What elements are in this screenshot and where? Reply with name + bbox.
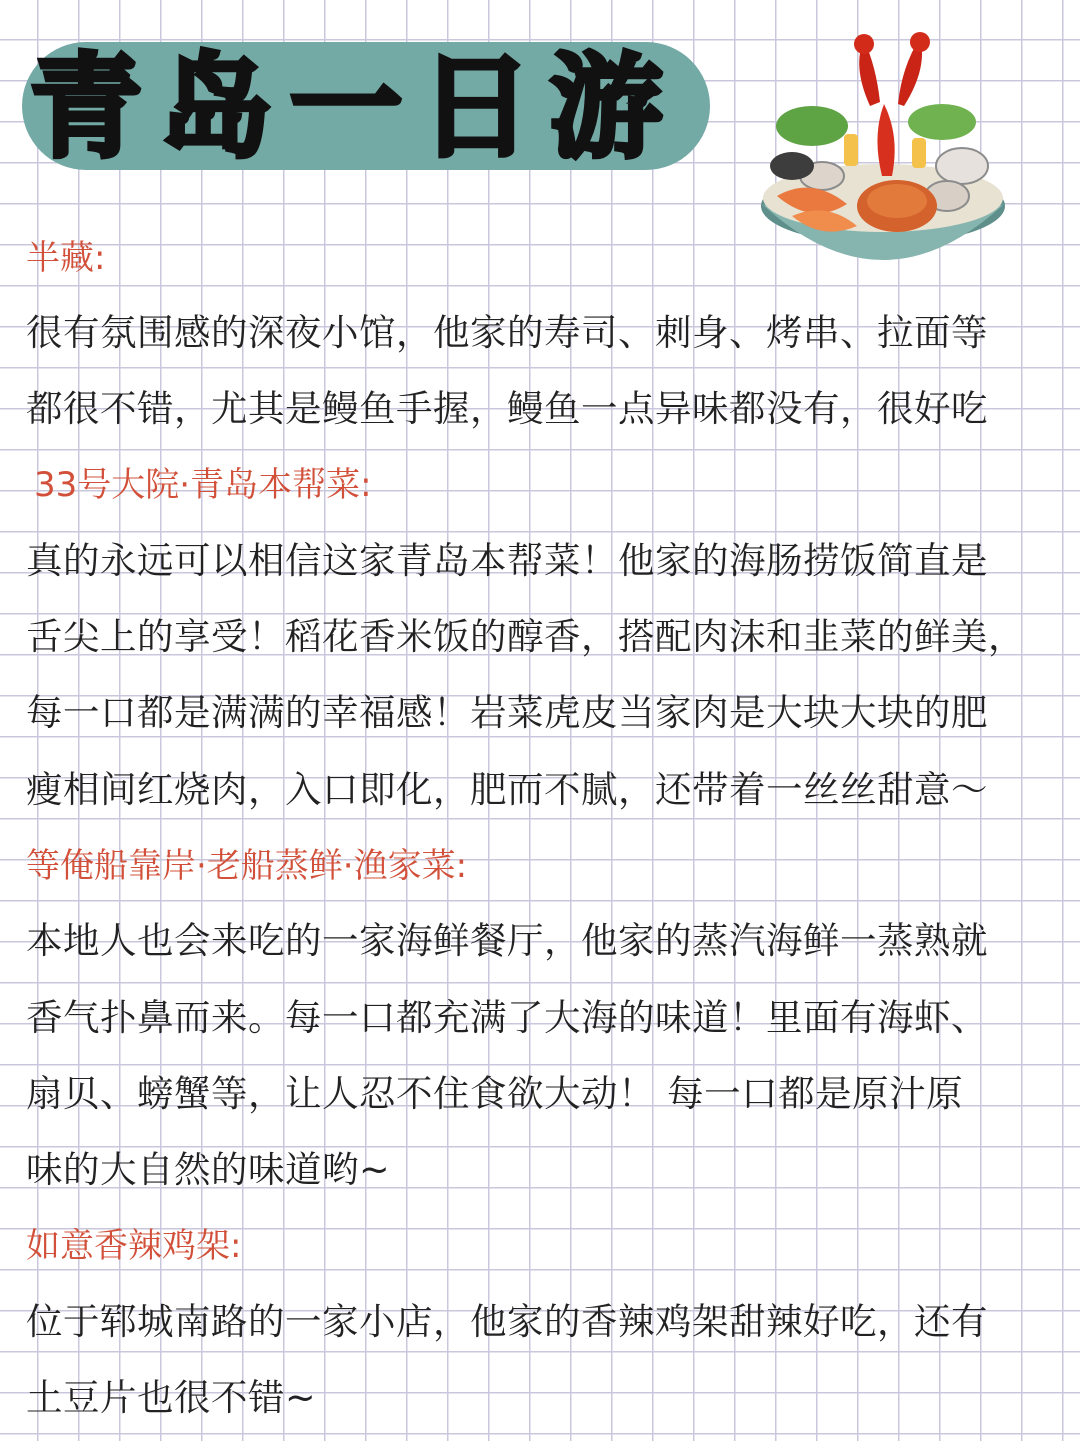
section-heading-deng-an-chuan: 等俺船靠岸·老船蒸鲜·渔家菜:: [26, 846, 468, 886]
section-text-line: 真的永远可以相信这家青岛本帮菜！他家的海肠捞饭简直是: [26, 539, 988, 582]
section-text-line: 每一口都是满满的幸福感！岩菜虎皮当家肉是大块大块的肥: [26, 691, 988, 734]
section-text-line: 都很不错，尤其是鳗鱼手握，鳗鱼一点异味都没有，很好吃: [26, 387, 988, 430]
section-text-line: 味的大自然的味道哟~: [26, 1148, 391, 1191]
section-text-line: 位于郓城南路的一家小店，他家的香辣鸡架甜辣好吃，还有: [26, 1300, 988, 1343]
section-text-line: 瘦相间红烧肉，入口即化，肥而不腻，还带着一丝丝甜意～: [26, 768, 988, 811]
section-text-line: 本地人也会来吃的一家海鲜餐厅，他家的蒸汽海鲜一蒸熟就: [26, 919, 988, 962]
section-heading-ruyi-jijia: 如意香辣鸡架:: [26, 1226, 242, 1266]
section-text-line: 土豆片也很不错~: [26, 1376, 317, 1419]
page-title: 青岛一日游: [30, 43, 680, 173]
section-text-line: 香气扑鼻而来。每一口都充满了大海的味道！里面有海虾、: [26, 996, 988, 1039]
section-heading-33-dayuan: 33号大院·青岛本帮菜:: [34, 465, 372, 505]
section-text-line: 舌尖上的享受！稻花香米饭的醇香，搭配肉沫和韭菜的鲜美，: [26, 615, 1025, 658]
section-text-line: 扇贝、螃蟹等，让人忍不住食欲大动！ 每一口都是原汁原: [26, 1072, 964, 1115]
section-text-line: 很有氛围感的深夜小馆，他家的寿司、刺身、烤串、拉面等: [26, 311, 988, 354]
section-heading-banzang: 半藏:: [26, 238, 106, 278]
seafood-bowl-illustration: [752, 26, 1014, 274]
